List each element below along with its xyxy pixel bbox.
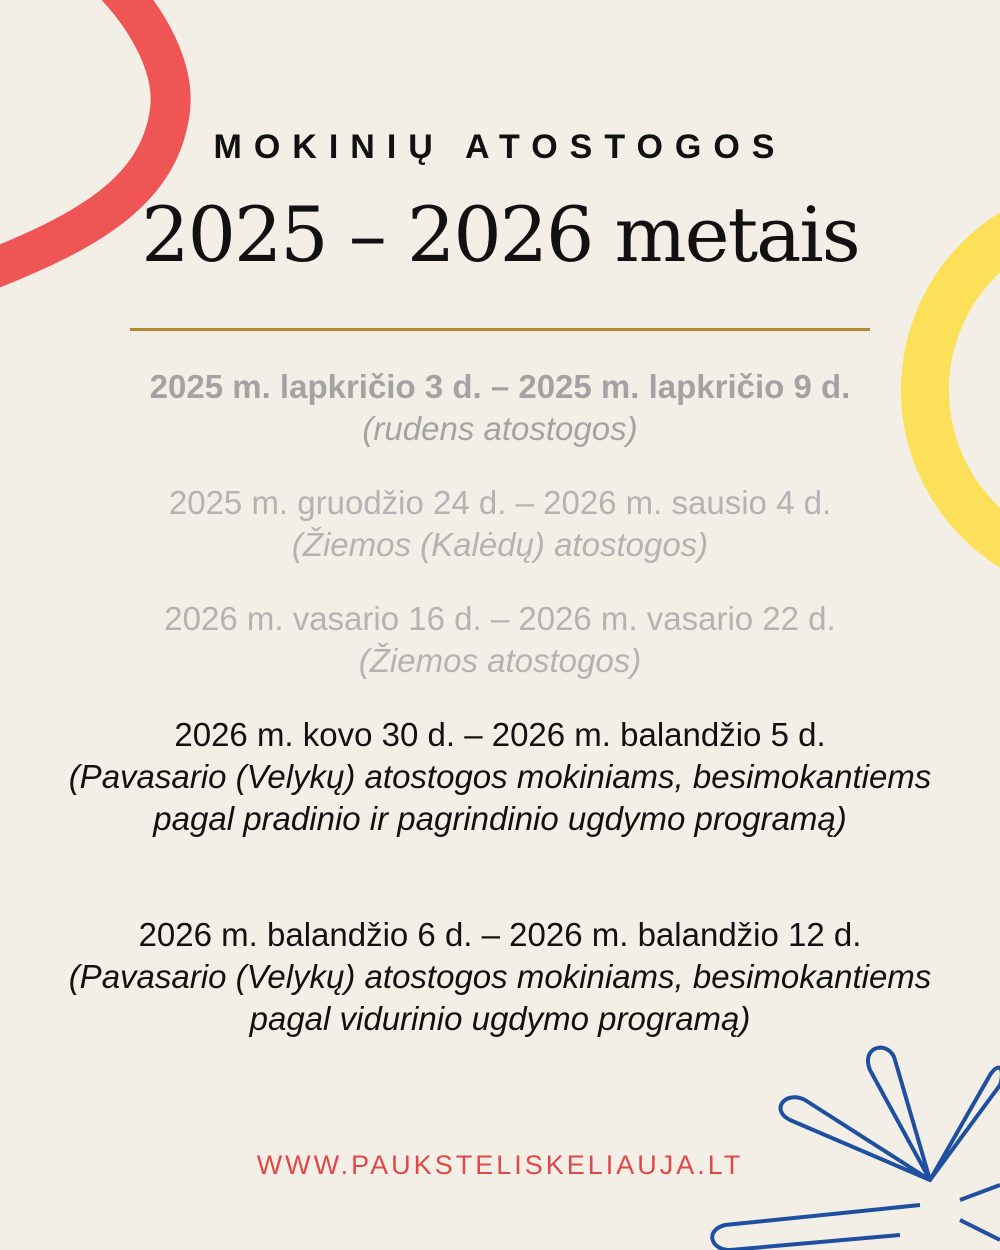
holiday-entry xyxy=(60,914,940,1040)
holiday-dates: 2025 m. lapkričio 3 d. – 2025 m. lapkričio 9 d. xyxy=(149,368,851,405)
website-link[interactable]: WWW.PAUKSTELISKELIAUJA.LT xyxy=(256,1150,744,1180)
kicker-heading: MOKINIŲ ATOSTOGOS xyxy=(213,128,787,166)
blue-flower-icon xyxy=(712,1048,1000,1250)
holiday-entry xyxy=(60,366,940,450)
holiday-entry xyxy=(60,482,940,566)
holiday-note: (rudens atostogos) xyxy=(362,410,638,447)
holiday-note: (Žiemos atostogos) xyxy=(358,642,642,679)
page-title: 2025 – 2026 metais xyxy=(141,190,859,279)
holiday-note: (Žiemos (Kalėdų) atostogos) xyxy=(291,526,709,563)
holiday-dates: 2026 m. balandžio 6 d. – 2026 m. balandžio 12 d. xyxy=(138,916,862,953)
holiday-dates: 2026 m. vasario 16 d. – 2026 m. vasario 22 d. xyxy=(164,600,836,637)
holiday-note: (Pavasario (Velykų) atostogos mokiniams, besimokantiems pagal vidurinio ugdymo programą) xyxy=(68,958,932,1037)
holiday-note: (Pavasario (Velykų) atostogos mokiniams, besimokantiems pagal pradinio ir pagrindinio ugdymo programą) xyxy=(68,758,932,837)
holiday-dates: 2026 m. kovo 30 d. – 2026 m. balandžio 5 d. xyxy=(174,716,826,753)
divider xyxy=(130,328,870,331)
holiday-entry xyxy=(60,714,940,840)
holiday-entry xyxy=(60,598,940,682)
holiday-dates: 2025 m. gruodžio 24 d. – 2026 m. sausio 4 d. xyxy=(168,484,832,521)
